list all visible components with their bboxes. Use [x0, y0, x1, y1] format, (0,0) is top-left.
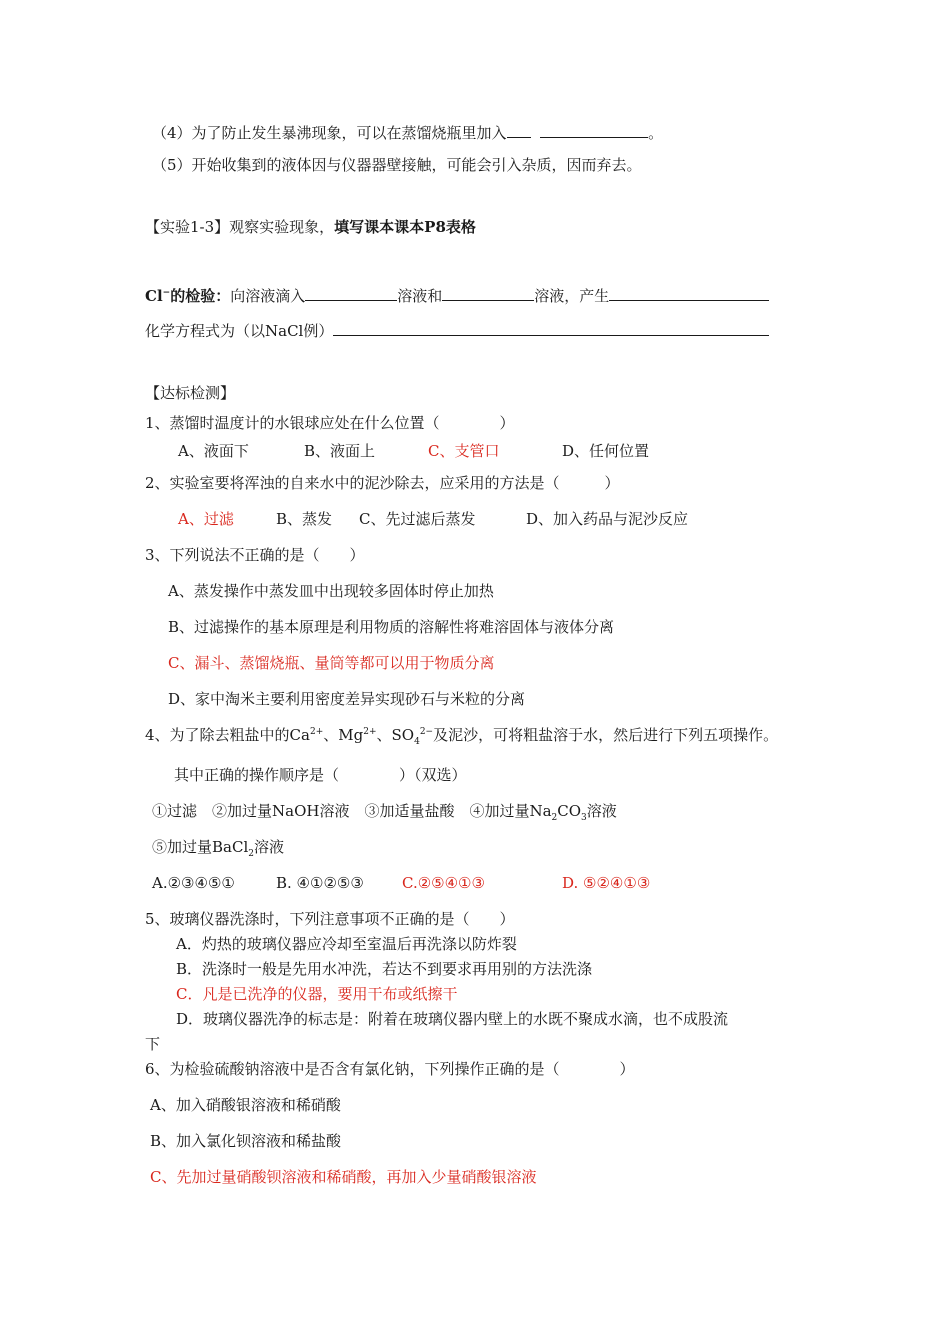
option-d-answer: D. ⑤②④①③ — [562, 874, 651, 892]
question-3-option-a: A、蒸发操作中蒸发皿中出现较多固体时停止加热 — [168, 582, 494, 600]
question-2: 2、实验室要将浑浊的自来水中的泥沙除去，应采用的方法是（ ） — [145, 474, 620, 492]
option-a: A、液面下 — [178, 442, 249, 460]
option-b: B、液面上 — [304, 442, 376, 460]
question-3: 3、下列说法不正确的是（ ） — [145, 546, 365, 564]
text: 【实验1-3】观察实验现象， — [145, 218, 335, 236]
option-a-answer: A、过滤 — [178, 510, 234, 528]
option-b: B、蒸发 — [276, 510, 333, 528]
question-5-option-d: D．玻璃仪器洗净的标志是：附着在玻璃仪器内壁上的水既不聚成水滴，也不成股流 — [176, 1010, 729, 1028]
question-3-option-b: B、过滤操作的基本原理是利用物质的溶解性将难溶固体与液体分离 — [168, 618, 615, 636]
line-q5-note: （5）开始收集到的液体因与仪器器壁接触，可能会引入杂质，因而弃去。 — [152, 156, 642, 174]
question-6-option-b: B、加入氯化钡溶液和稀盐酸 — [150, 1132, 342, 1150]
text: 溶液和 — [397, 287, 443, 305]
question-4-prompt: 其中正确的操作顺序是（ ）（双选） — [174, 766, 467, 784]
text: 化学方程式为（以NaCl例） — [145, 322, 334, 340]
question-5-option-c-answer: C．凡是已洗净的仪器，要用干布或纸擦干 — [176, 985, 458, 1003]
question-5-option-d-wrap: 下 — [145, 1035, 161, 1053]
text: （4）为了防止发生暴沸现象，可以在蒸馏烧瓶里加入 — [152, 124, 507, 142]
answer-blank — [540, 122, 648, 138]
question-5: 5、玻璃仪器洗涤时，下列注意事项不正确的是（ ） — [145, 910, 515, 928]
option-d: D、加入药品与泥沙反应 — [526, 510, 689, 528]
text: 。 — [648, 124, 664, 142]
option-c-answer: C.②⑤④①③ — [402, 874, 485, 892]
text: 向溶液滴入 — [230, 287, 306, 305]
question-5-option-a: A．灼热的玻璃仪器应冷却至室温后再洗涤以防炸裂 — [176, 935, 517, 953]
question-1: 1、蒸馏时温度计的水银球应处在什么位置（ ） — [145, 414, 515, 432]
experiment-heading — [145, 217, 476, 237]
question-2-options — [178, 509, 688, 529]
option-b: B. ④①②⑤③ — [276, 874, 364, 892]
option-c: C、先过滤后蒸发 — [359, 510, 476, 528]
question-6-option-a: A、加入硝酸银溶液和稀硝酸 — [150, 1096, 341, 1114]
question-5-option-b: B．洗涤时一般是先用水冲洗，若达不到要求再用别的方法洗涤 — [176, 960, 593, 978]
chloride-test-line — [145, 285, 769, 306]
equation-line — [145, 320, 769, 341]
bold-text: 填写课本课本P8表格 — [334, 218, 476, 236]
section-heading: 【达标检测】 — [145, 384, 236, 402]
answer-blank — [507, 122, 531, 138]
answer-blank — [609, 285, 769, 301]
answer-blank — [333, 320, 769, 336]
chloride-label: Cl−的检验： — [145, 287, 231, 305]
question-1-options — [178, 441, 649, 461]
text: 溶液，产生 — [534, 287, 610, 305]
question-3-option-d: D、家中淘米主要利用密度差异实现砂石与米粒的分离 — [168, 690, 526, 708]
question-4-operations: ①过滤 ②加过量NaOH溶液 ③加适量盐酸 ④加过量$Na_2CO_3$溶液 — [152, 802, 617, 823]
question-3-option-c-answer: C、漏斗、蒸馏烧瓶、量筒等都可以用于物质分离 — [168, 654, 495, 672]
option-c-answer: C、支管口 — [428, 442, 500, 460]
option-d: D、任何位置 — [562, 442, 650, 460]
answer-blank — [305, 285, 397, 301]
line-q4-blank — [152, 122, 663, 143]
question-4-operation-5: ⑤加过量BaCl$_2$溶液 — [152, 838, 284, 859]
question-6-option-c-answer: C、先加过量硝酸钡溶液和稀硝酸，再加入少量硝酸银溶液 — [150, 1168, 537, 1186]
question-4: 4、为了除去粗盐中的$Ca^{2+}$、$Mg^{2+}$、$SO_4^{2-}$及泥沙，可将粗盐溶于水，然后进行下列五项操作。 — [145, 726, 779, 747]
answer-blank — [442, 285, 534, 301]
question-6: 6、为检验硫酸钠溶液中是否含有氯化钠，下列操作正确的是（ ） — [145, 1060, 635, 1078]
option-a: A.②③④⑤① — [152, 874, 235, 892]
question-4-options — [152, 873, 650, 893]
